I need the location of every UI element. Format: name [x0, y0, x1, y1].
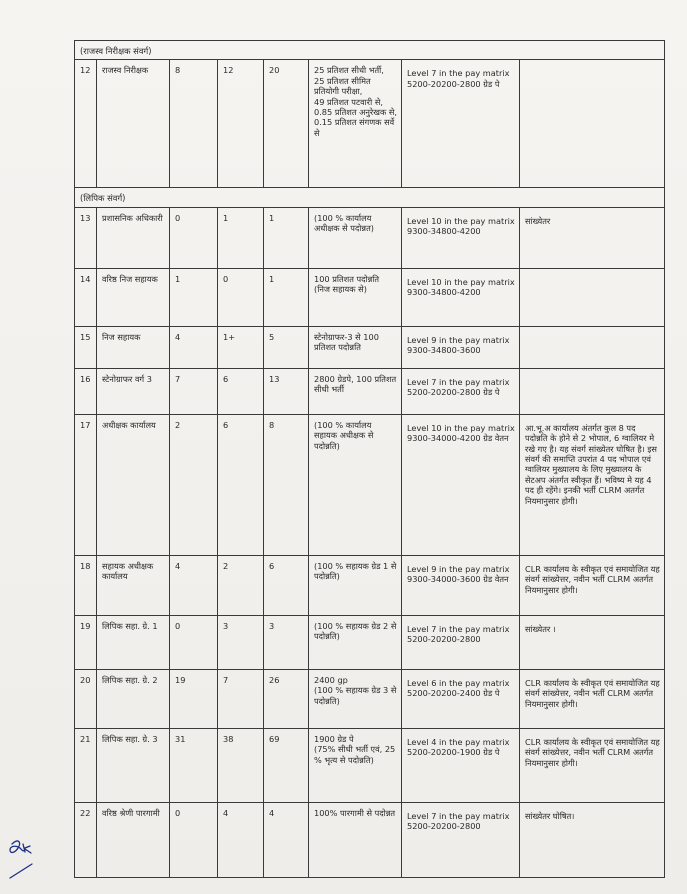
- serial-number: 17: [75, 414, 97, 555]
- pay-matrix: Level 10 in the pay matrix 9300-34000-4200 ग्रेड वेतन: [402, 414, 520, 555]
- table-row: [75, 207, 665, 268]
- pay-matrix: Level 9 in the pay matrix 9300-34000-3600 ग्रेड वेतन: [402, 555, 520, 615]
- serial-number: 15: [75, 326, 97, 368]
- table-row: [75, 414, 665, 555]
- count-1: 2: [170, 414, 218, 555]
- serial-number: 20: [75, 669, 97, 728]
- count-1: 7: [170, 368, 218, 414]
- count-1: 0: [170, 207, 218, 268]
- table-row: [75, 728, 665, 802]
- count-2: 0: [218, 268, 264, 326]
- remarks: [520, 268, 665, 326]
- recruitment-method: (100 % कार्यालय सहायक अधीक्षक से पदोन्नति): [309, 414, 402, 555]
- recruitment-method: 2800 ग्रेडपे, 100 प्रतिशत सीधी भर्ती: [309, 368, 402, 414]
- section-header-row: [75, 188, 665, 207]
- table-row: [75, 268, 665, 326]
- serial-number: 13: [75, 207, 97, 268]
- table-row: [75, 669, 665, 728]
- count-total: 6: [264, 555, 309, 615]
- count-1: 1: [170, 268, 218, 326]
- pay-matrix: Level 7 in the pay matrix 5200-20200-2800 ग्रेड पे: [402, 60, 520, 188]
- remarks: CLR कार्यालय के स्वीकृत एवं समायोजित यह संवर्ग सांख्येत्तर, नवीन भर्ती CLRM अतर्गत नियमानुसार होगी।: [520, 728, 665, 802]
- recruitment-method: 25 प्रतिशत सीधी भर्ती, 25 प्रतिशत सीमित प्रतियोगी परीक्षा, 49 प्रतिशत पटवारी से, 0.85 प्रतिशत अनुरेखक से, 0.15 प्रतिशत संगणक सर्वे से: [309, 60, 402, 188]
- count-1: 4: [170, 326, 218, 368]
- remarks: CLR कार्यालय के स्वीकृत एवं समायोजित यह संवर्ग सांख्येत्तर, नवीन भर्ती CLRM अतर्गत नियमानुसार होगी।: [520, 555, 665, 615]
- post-name: अधीक्षक कार्यालय: [97, 414, 170, 555]
- pay-matrix: Level 9 in the pay matrix 9300-34800-3600: [402, 326, 520, 368]
- pay-matrix: Level 7 in the pay matrix 5200-20200-2800 ग्रेड पे: [402, 368, 520, 414]
- count-1: 0: [170, 802, 218, 877]
- pay-matrix: Level 10 in the pay matrix 9300-34800-4200: [402, 207, 520, 268]
- serial-number: 14: [75, 268, 97, 326]
- count-1: 8: [170, 60, 218, 188]
- recruitment-method: (100 % सहायक ग्रेड 2 से पदोन्नति): [309, 615, 402, 669]
- count-total: 26: [264, 669, 309, 728]
- post-name: राजस्व निरीक्षक: [97, 60, 170, 188]
- table-row: [75, 555, 665, 615]
- count-1: 4: [170, 555, 218, 615]
- remarks: सांख्येतर घोषित।: [520, 802, 665, 877]
- count-2: 4: [218, 802, 264, 877]
- count-2: 7: [218, 669, 264, 728]
- post-name: स्टेनोग्राफर वर्ग 3: [97, 368, 170, 414]
- count-total: 20: [264, 60, 309, 188]
- serial-number: 12: [75, 60, 97, 188]
- remarks: CLR कार्यालय के स्वीकृत एवं समायोजित यह संवर्ग सांख्येत्तर, नवीन भर्ती CLRM अतर्गत नियमानुसार होगी।: [520, 669, 665, 728]
- count-2: 1: [218, 207, 264, 268]
- recruitment-method: (100 % कार्यालय अधीक्षक से पदोन्नत): [309, 207, 402, 268]
- post-name: सहायक अधीक्षक कार्यालय: [97, 555, 170, 615]
- count-total: 3: [264, 615, 309, 669]
- count-total: 8: [264, 414, 309, 555]
- pay-matrix: Level 7 in the pay matrix 5200-20200-2800: [402, 615, 520, 669]
- count-total: 13: [264, 368, 309, 414]
- remarks: [520, 60, 665, 188]
- remarks: [520, 368, 665, 414]
- remarks: सांख्येतर: [520, 207, 665, 268]
- serial-number: 21: [75, 728, 97, 802]
- recruitment-method: (100 % सहायक ग्रेड 1 से पदोन्नति): [309, 555, 402, 615]
- post-name: वरिष्ठ निज सहायक: [97, 268, 170, 326]
- count-total: 5: [264, 326, 309, 368]
- remarks: सांख्येतर ।: [520, 615, 665, 669]
- count-2: 1+: [218, 326, 264, 368]
- table-row: [75, 802, 665, 877]
- recruitment-method: 100% पारगामी से पदोन्नत: [309, 802, 402, 877]
- serial-number: 18: [75, 555, 97, 615]
- count-total: 4: [264, 802, 309, 877]
- signature-mark: [6, 836, 40, 882]
- remarks: आ.भू.अ कार्यालय अंतर्गत कुल 8 पद पदोन्नति के होने से 2 भोपाल, 6 ग्वालियर मे रखे गए है। यह संवर्ग सांख्येतर घोषित है। इस संवर्ग की समाप्ति उपरांत 4 पद भोपाल एवं ग्वालियर मुख्यालय के लिए मुख्यालय के सेटअप अंतर्गत स्वीकृत हैं। भविष्य मे यह 4 पद ही रहेंगे। इनकी भर्ती CLRM अतर्गत नियमानुसार होगी।: [520, 414, 665, 555]
- serial-number: 22: [75, 802, 97, 877]
- cadre-table: [74, 40, 665, 878]
- pay-matrix: Level 10 in the pay matrix 9300-34800-4200: [402, 268, 520, 326]
- post-name: प्रशासनिक अधिकारी: [97, 207, 170, 268]
- section-title: (लिपिक संवर्ग): [75, 188, 665, 207]
- count-2: 12: [218, 60, 264, 188]
- count-2: 6: [218, 414, 264, 555]
- remarks: [520, 326, 665, 368]
- table-row: [75, 60, 665, 188]
- recruitment-method: स्टेनोग्राफर-3 से 100 प्रतिशत पदोन्नति: [309, 326, 402, 368]
- table-row: [75, 615, 665, 669]
- section-header-row: [75, 41, 665, 60]
- recruitment-method: 1900 ग्रेड पे (75% सीधी भर्ती एवं, 25 % भृत्य से पदोन्नति): [309, 728, 402, 802]
- table-row: [75, 368, 665, 414]
- count-total: 1: [264, 207, 309, 268]
- pay-matrix: Level 7 in the pay matrix 5200-20200-2800: [402, 802, 520, 877]
- post-name: निज सहायक: [97, 326, 170, 368]
- pay-matrix: Level 6 in the pay matrix 5200-20200-2400 ग्रेड पे: [402, 669, 520, 728]
- serial-number: 19: [75, 615, 97, 669]
- count-1: 0: [170, 615, 218, 669]
- recruitment-method: 100 प्रतिशत पदोन्नति (निज सहायक से): [309, 268, 402, 326]
- pay-matrix: Level 4 in the pay matrix 5200-20200-1900 ग्रेड पे: [402, 728, 520, 802]
- serial-number: 16: [75, 368, 97, 414]
- count-1: 19: [170, 669, 218, 728]
- count-2: 2: [218, 555, 264, 615]
- post-name: लिपिक सहा. ग्रे. 2: [97, 669, 170, 728]
- count-total: 69: [264, 728, 309, 802]
- table-row: [75, 326, 665, 368]
- count-1: 31: [170, 728, 218, 802]
- recruitment-method: 2400 gp (100 % सहायक ग्रेड 3 से पदोन्नति): [309, 669, 402, 728]
- count-2: 38: [218, 728, 264, 802]
- count-2: 3: [218, 615, 264, 669]
- post-name: लिपिक सहा. ग्रे. 1: [97, 615, 170, 669]
- post-name: वरिष्ठ श्रेणी पारगामी: [97, 802, 170, 877]
- count-total: 1: [264, 268, 309, 326]
- count-2: 6: [218, 368, 264, 414]
- post-name: लिपिक सहा. ग्रे. 3: [97, 728, 170, 802]
- section-title: (राजस्व निरीक्षक संवर्ग): [75, 41, 665, 60]
